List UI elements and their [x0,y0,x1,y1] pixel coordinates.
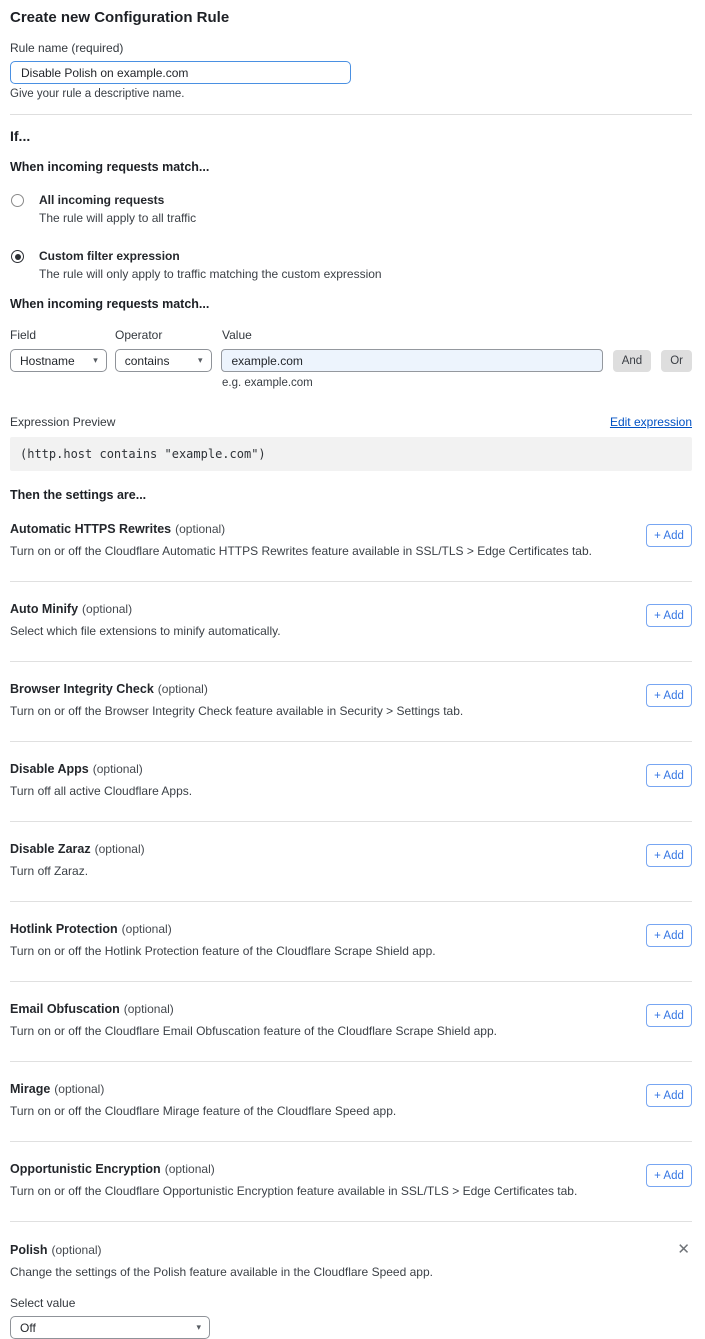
setting-description: Turn on or off the Cloudflare Mirage feature of the Cloudflare Speed app. [10,1104,397,1118]
setting-row-browser-integrity-check [10,662,692,742]
value-helper: e.g. example.com [222,377,313,389]
optional-suffix: (optional) [157,682,208,696]
radio-custom-filter-expression[interactable] [10,249,692,281]
value-label: Value [222,328,252,342]
value-input[interactable] [221,349,603,372]
setting-row-email-obfuscation [10,982,692,1062]
setting-description: Turn on or off the Browser Integrity Check feature available in Security > Settings tab. [10,704,464,718]
polish-value-select[interactable] [10,1316,210,1339]
setting-texts [10,1081,396,1118]
setting-texts [10,521,592,558]
expression-builder-heading: When incoming requests match... [10,297,210,311]
setting-row-disable-apps [10,742,692,822]
add-button[interactable]: + Add [646,684,692,707]
chevron-down-icon: ▾ [197,355,203,365]
setting-description: Turn on or off the Cloudflare Email Obfuscation feature of the Cloudflare Scrape Shield app. [10,1024,497,1038]
builder-labels [10,328,692,342]
optional-suffix: (optional) [92,762,143,776]
setting-title: Mirage (optional) [10,1082,105,1096]
setting-description: Select which file extensions to minify automatically. [10,624,281,638]
setting-row-mirage [10,1062,692,1142]
setting-title: Browser Integrity Check (optional) [10,682,208,696]
setting-texts [10,1001,497,1038]
page-title: Create new Configuration Rule [10,9,230,26]
edit-expression-link[interactable]: Edit expression [609,415,692,429]
field-select-value: Hostname [20,353,75,368]
setting-texts [10,1161,577,1198]
optional-suffix: (optional) [94,842,145,856]
operator-select[interactable] [115,349,212,372]
optional-suffix: (optional) [164,1162,215,1176]
expression-preview-code: (http.host contains "example.com") [10,437,692,471]
setting-description: Turn on or off the Cloudflare Opportunistic Encryption feature available in SSL/TLS > Edge Certificates tab. [10,1184,578,1198]
setting-description: Turn off Zaraz. [10,864,89,878]
polish-select-value: Off [20,1320,36,1335]
rule-name-helper: Give your rule a descriptive name. [10,88,185,100]
expression-preview-label: Expression Preview [10,415,116,429]
radio-unselected-icon[interactable] [11,194,24,207]
polish-header [10,1242,692,1258]
chevron-down-icon: ▾ [196,1322,201,1332]
rule-name-label: Rule name (required) [10,41,124,55]
add-button[interactable]: + Add [646,764,692,787]
field-label: Field [10,328,37,342]
optional-suffix: (optional) [121,922,172,936]
radio-label: Custom filter expression [39,249,180,263]
field-select[interactable] [10,349,107,372]
optional-suffix: (optional) [175,522,226,536]
radio-all-incoming-requests[interactable] [10,193,692,225]
if-heading: If... [10,128,31,144]
setting-title: Hotlink Protection (optional) [10,922,172,936]
add-button[interactable]: + Add [646,1164,692,1187]
section-divider [10,114,692,115]
rule-name-input[interactable] [10,61,351,84]
setting-title: Automatic HTTPS Rewrites (optional) [10,522,226,536]
add-button[interactable]: + Add [646,524,692,547]
optional-suffix: (optional) [51,1243,102,1257]
or-button[interactable]: Or [661,350,692,372]
operator-label: Operator [115,328,163,342]
radio-description: The rule will apply to all traffic [39,211,197,225]
setting-row-polish [10,1222,692,1339]
setting-title: Disable Zaraz (optional) [10,842,145,856]
setting-row-opportunistic-encryption [10,1142,692,1222]
add-button[interactable]: + Add [646,844,692,867]
setting-title: Email Obfuscation (optional) [10,1002,174,1016]
setting-description: Turn on or off the Cloudflare Automatic HTTPS Rewrites feature available in SSL/TLS > Edge Certificates tab. [10,544,592,558]
expression-builder [10,328,692,389]
expression-preview-header [10,415,692,429]
setting-title: Disable Apps (optional) [10,762,143,776]
setting-row-automatic-https-rewrites [10,502,692,582]
setting-row-auto-minify [10,582,692,662]
optional-suffix: (optional) [54,1082,105,1096]
setting-description: Turn on or off the Hotlink Protection feature of the Cloudflare Scrape Shield app. [10,944,436,958]
setting-texts [10,761,192,798]
radio-description: The rule will only apply to traffic matching the custom expression [39,267,382,281]
setting-texts [10,921,436,958]
match-heading: When incoming requests match... [10,160,210,174]
setting-texts [10,681,463,718]
and-button[interactable]: And [613,350,651,372]
operator-select-value: contains [124,353,170,368]
builder-row [10,349,692,372]
optional-suffix: (optional) [82,602,133,616]
setting-description: Change the settings of the Polish feature available in the Cloudflare Speed app. [10,1265,433,1279]
close-icon[interactable]: ✕ [677,1241,690,1258]
setting-title: Polish (optional) [10,1243,102,1257]
radio-label: All incoming requests [39,193,165,207]
add-button[interactable]: + Add [646,1084,692,1107]
setting-row-disable-zaraz [10,822,692,902]
add-button[interactable]: + Add [646,924,692,947]
radio-texts [39,249,382,281]
chevron-down-icon: ▾ [93,355,98,365]
setting-title: Auto Minify (optional) [10,602,133,616]
setting-texts [10,601,281,638]
add-button[interactable]: + Add [646,604,692,627]
optional-suffix: (optional) [123,1002,174,1016]
setting-title: Opportunistic Encryption (optional) [10,1162,215,1176]
setting-texts [10,841,145,878]
setting-row-hotlink-protection [10,902,692,982]
radio-texts [39,193,196,225]
select-value-label: Select value [10,1296,76,1310]
setting-description: Turn off all active Cloudflare Apps. [10,784,193,798]
then-settings-heading: Then the settings are... [10,488,147,502]
add-button[interactable]: + Add [646,1004,692,1027]
radio-selected-icon[interactable] [11,250,24,263]
